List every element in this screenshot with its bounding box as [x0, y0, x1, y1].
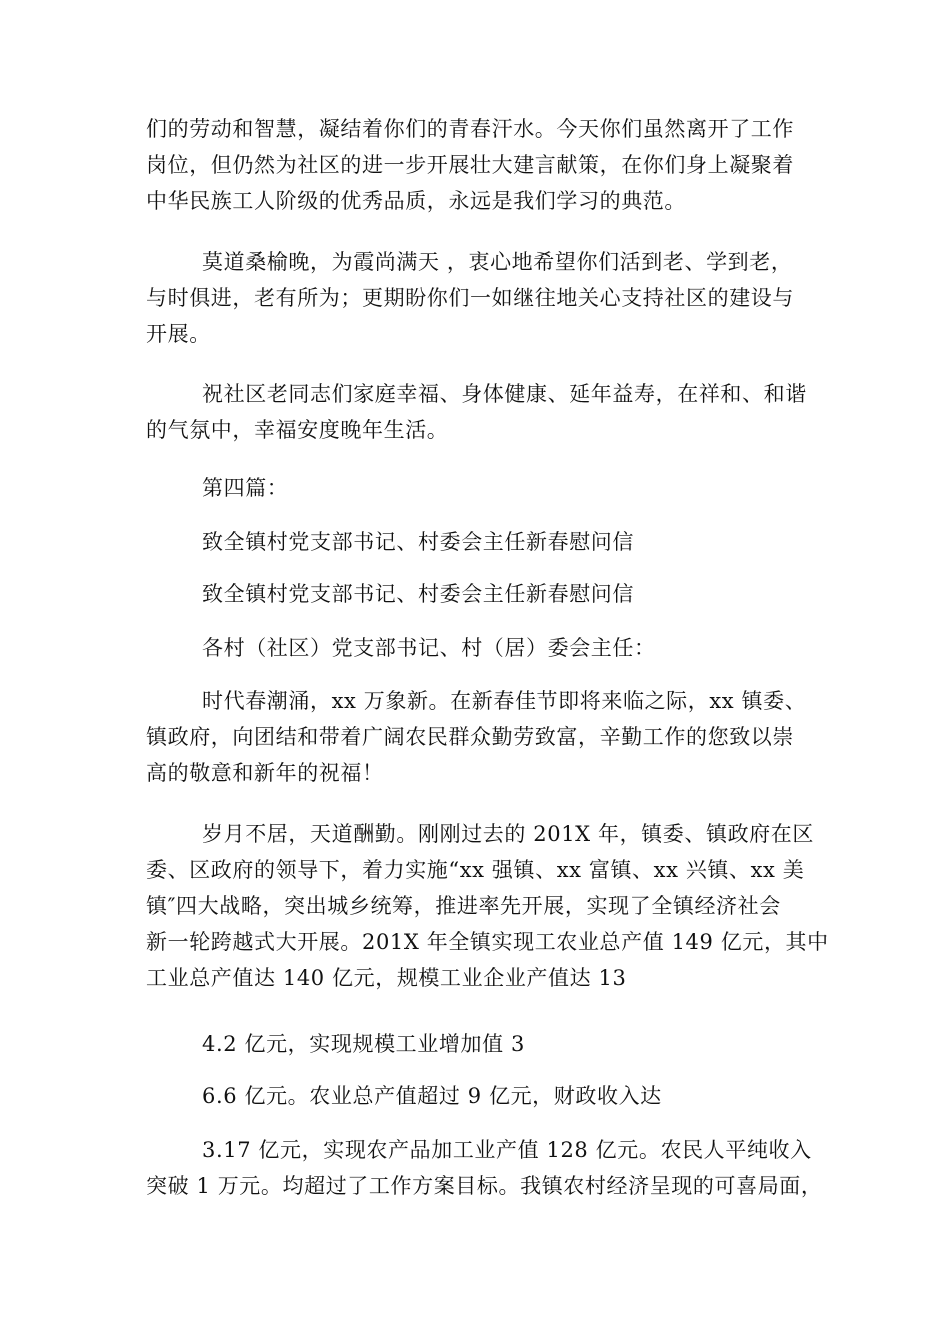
text-line: 各村（社区）党支部书记、村（居）委会主任： [202, 636, 656, 660]
text-line: 岗位，但仍然为社区的进一步开展壮大建言献策，在你们身上凝聚着 [146, 153, 794, 177]
text-line: 开展。 [146, 322, 211, 346]
paragraph-1 [146, 111, 818, 219]
text-line: 新一轮跨越式大开展。201X 年全镇实现工农业总产值 149 亿元，其中 [146, 930, 829, 954]
text-line: 致全镇村党支部书记、村委会主任新春慰问信 [202, 530, 634, 554]
paragraph-10 [146, 1026, 818, 1062]
paragraph-9 [146, 816, 829, 996]
paragraph-8 [146, 683, 818, 791]
letter-title [146, 524, 818, 560]
paragraph-2 [146, 244, 818, 352]
text-line: 的气氛中，幸福安度晚年生活。 [146, 418, 449, 442]
text-line: 4.2 亿元，实现规模工业增加值 3 [202, 1032, 525, 1056]
paragraph-11 [146, 1078, 818, 1114]
text-line: 们的劳动和智慧，凝结着你们的青春汗水。今天你们虽然离开了工作 [146, 117, 794, 141]
text-line: 高的敬意和新年的祝福！ [146, 761, 384, 785]
text-line: 镇政府，向团结和带着广阔农民群众勤劳致富，辛勤工作的您致以崇 [146, 725, 794, 749]
text-line: 中华民族工人阶级的优秀品质，永远是我们学习的典范。 [146, 189, 686, 213]
text-line: 与时俱进，老有所为；更期盼你们一如继往地关心支持社区的建设与 [146, 286, 794, 310]
text-line: 6.6 亿元。农业总产值超过 9 亿元，财政收入达 [202, 1084, 662, 1108]
text-line: 岁月不居，天道酬勤。刚刚过去的 201X 年，镇委、镇政府在区 [202, 822, 814, 846]
text-line: 致全镇村党支部书记、村委会主任新春慰问信 [202, 582, 634, 606]
paragraph-3 [146, 376, 818, 448]
text-line: 突破 1 万元。均超过了工作方案目标。我镇农村经济呈现的可喜局面， [146, 1174, 823, 1198]
section-heading [146, 470, 818, 506]
text-line: 委、区政府的领导下，着力实施“xx 强镇、xx 富镇、xx 兴镇、xx 美 [146, 858, 805, 882]
text-line: 时代春潮涌，xx 万象新。在新春佳节即将来临之际，xx 镇委、 [202, 689, 807, 713]
text-line: 第四篇： [202, 476, 289, 500]
text-line: 镇″四大战略，突出城乡统筹，推进率先开展，实现了全镇经济社会 [146, 894, 781, 918]
text-line: 3.17 亿元，实现农产品加工业产值 128 亿元。农民人平纯收入 [202, 1138, 812, 1162]
letter-title-repeat [146, 576, 818, 612]
text-line: 工业总产值达 140 亿元，规模工业企业产值达 13 [146, 966, 627, 990]
salutation [146, 630, 818, 666]
text-line: 祝社区老同志们家庭幸福、身体健康、延年益寿，在祥和、和谐 [202, 382, 807, 406]
paragraph-12 [146, 1132, 823, 1204]
text-line: 莫道桑榆晚，为霞尚满天 ，衷心地希望你们活到老、学到老， [202, 250, 793, 274]
